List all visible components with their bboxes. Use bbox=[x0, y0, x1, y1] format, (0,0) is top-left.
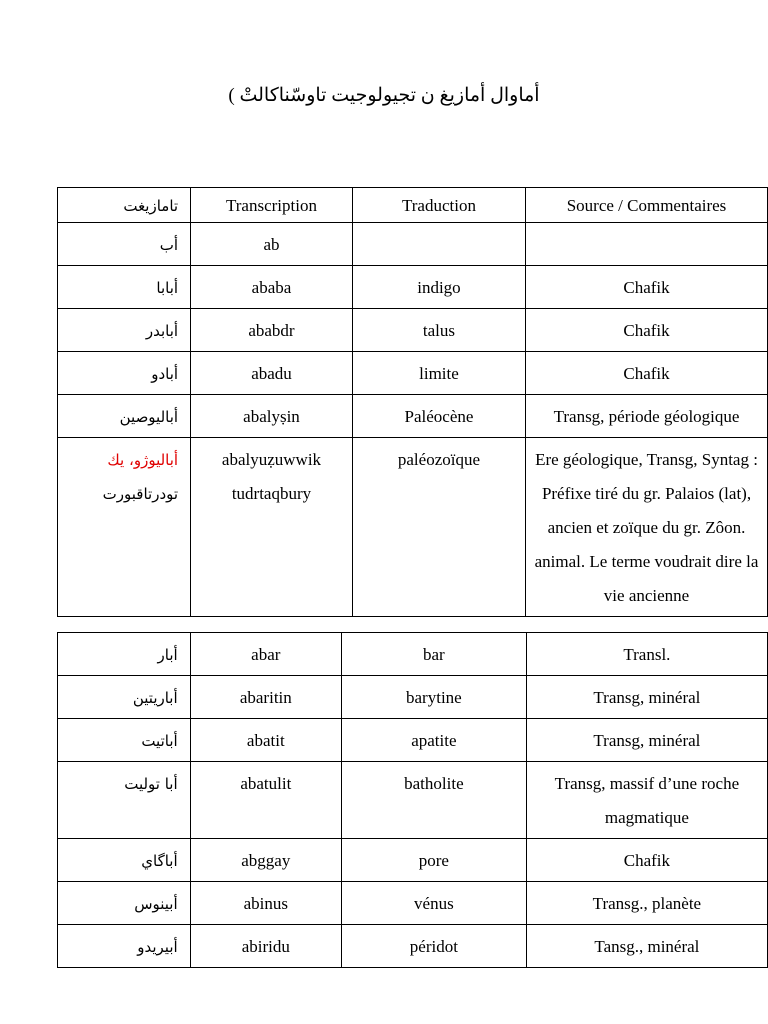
cell-traduction: paléozoïque bbox=[352, 438, 525, 617]
cell-source: Chafik bbox=[526, 309, 768, 352]
cell-transcription: abaritin bbox=[190, 676, 341, 719]
cell-traduction: barytine bbox=[341, 676, 526, 719]
table-row bbox=[58, 839, 768, 882]
cell-traduction: batholite bbox=[341, 762, 526, 839]
cell-tamazight: أبار bbox=[58, 633, 191, 676]
cell-source: Transg., planète bbox=[526, 882, 767, 925]
table-row bbox=[58, 352, 768, 395]
cell-tamazight: أبينوس bbox=[58, 882, 191, 925]
cell-transcription: abggay bbox=[190, 839, 341, 882]
table-row bbox=[58, 266, 768, 309]
cell-source: Transg, minéral bbox=[526, 719, 767, 762]
header-source: Source / Commentaires bbox=[526, 188, 768, 223]
cell-traduction: vénus bbox=[341, 882, 526, 925]
cell-transcription: abatit bbox=[190, 719, 341, 762]
table-row bbox=[58, 882, 768, 925]
table-row bbox=[58, 633, 768, 676]
tamazight-term-red: أباليوژو، يك bbox=[107, 451, 179, 469]
cell-tamazight: أبادو bbox=[58, 352, 191, 395]
cell-transcription: ababa bbox=[191, 266, 353, 309]
transcription-line-2: tudrtaqbury bbox=[231, 484, 312, 503]
table-row bbox=[58, 676, 768, 719]
cell-transcription bbox=[191, 438, 353, 617]
cell-transcription: abalyṣin bbox=[191, 395, 353, 438]
table-row-paleozoique bbox=[58, 438, 768, 617]
cell-source: Transl. bbox=[526, 633, 767, 676]
cell-source: Chafik bbox=[526, 352, 768, 395]
cell-tamazight: أبا توليت bbox=[58, 762, 191, 839]
page-title: أماوال أمازيغ ن تجيولوجيت تاوسّناكالتْ ) bbox=[228, 85, 540, 106]
transcription-line-1: abalyuẓuwwik bbox=[221, 450, 322, 469]
cell-source: Transg, massif d’une roche magmatique bbox=[526, 762, 767, 839]
table-row bbox=[58, 925, 768, 968]
cell-transcription: abadu bbox=[191, 352, 353, 395]
cell-traduction bbox=[352, 223, 525, 266]
cell-tamazight: أباتيت bbox=[58, 719, 191, 762]
table-row bbox=[58, 395, 768, 438]
cell-source: Transg, minéral bbox=[526, 676, 767, 719]
cell-tamazight bbox=[58, 438, 191, 617]
cell-transcription: ab bbox=[191, 223, 353, 266]
cell-transcription: abar bbox=[190, 633, 341, 676]
cell-tamazight: أباريتين bbox=[58, 676, 191, 719]
cell-tamazight: أباگاي bbox=[58, 839, 191, 882]
cell-tamazight: أباليوصين bbox=[58, 395, 191, 438]
cell-tamazight: أبابدر bbox=[58, 309, 191, 352]
cell-transcription: ababdr bbox=[191, 309, 353, 352]
cell-traduction: péridot bbox=[341, 925, 526, 968]
cell-traduction: talus bbox=[352, 309, 525, 352]
cell-source: Ere géologique, Transg, Syntag : Préfixe tiré du gr. Palaios (lat), ancien et zoïque du gr. Zôon. animal. Le terme voudrait dire la vie ancienne bbox=[526, 438, 768, 617]
cell-traduction: apatite bbox=[341, 719, 526, 762]
cell-source: Chafik bbox=[526, 839, 767, 882]
cell-source: Tansg., minéral bbox=[526, 925, 767, 968]
cell-traduction: limite bbox=[352, 352, 525, 395]
cell-tamazight: أب bbox=[58, 223, 191, 266]
cell-source: Transg, période géologique bbox=[526, 395, 768, 438]
cell-transcription: abatulit bbox=[190, 762, 341, 839]
header-tamazight: تامازيغت bbox=[58, 188, 191, 223]
cell-traduction: pore bbox=[341, 839, 526, 882]
glossary-table-2 bbox=[57, 632, 768, 968]
cell-traduction: bar bbox=[341, 633, 526, 676]
cell-source bbox=[526, 223, 768, 266]
header-transcription: Transcription bbox=[191, 188, 353, 223]
table-row bbox=[58, 762, 768, 839]
cell-transcription: abinus bbox=[190, 882, 341, 925]
table-row bbox=[58, 223, 768, 266]
cell-transcription: abiridu bbox=[190, 925, 341, 968]
cell-source: Chafik bbox=[526, 266, 768, 309]
table-header-row bbox=[58, 188, 768, 223]
cell-traduction: indigo bbox=[352, 266, 525, 309]
cell-traduction: Paléocène bbox=[352, 395, 525, 438]
tamazight-term: تودرتاقبورت bbox=[102, 485, 179, 503]
table-row bbox=[58, 309, 768, 352]
glossary-table-1 bbox=[57, 187, 768, 617]
cell-tamazight: أبيريدو bbox=[58, 925, 191, 968]
cell-tamazight: أبابا bbox=[58, 266, 191, 309]
table-row bbox=[58, 719, 768, 762]
header-traduction: Traduction bbox=[352, 188, 525, 223]
